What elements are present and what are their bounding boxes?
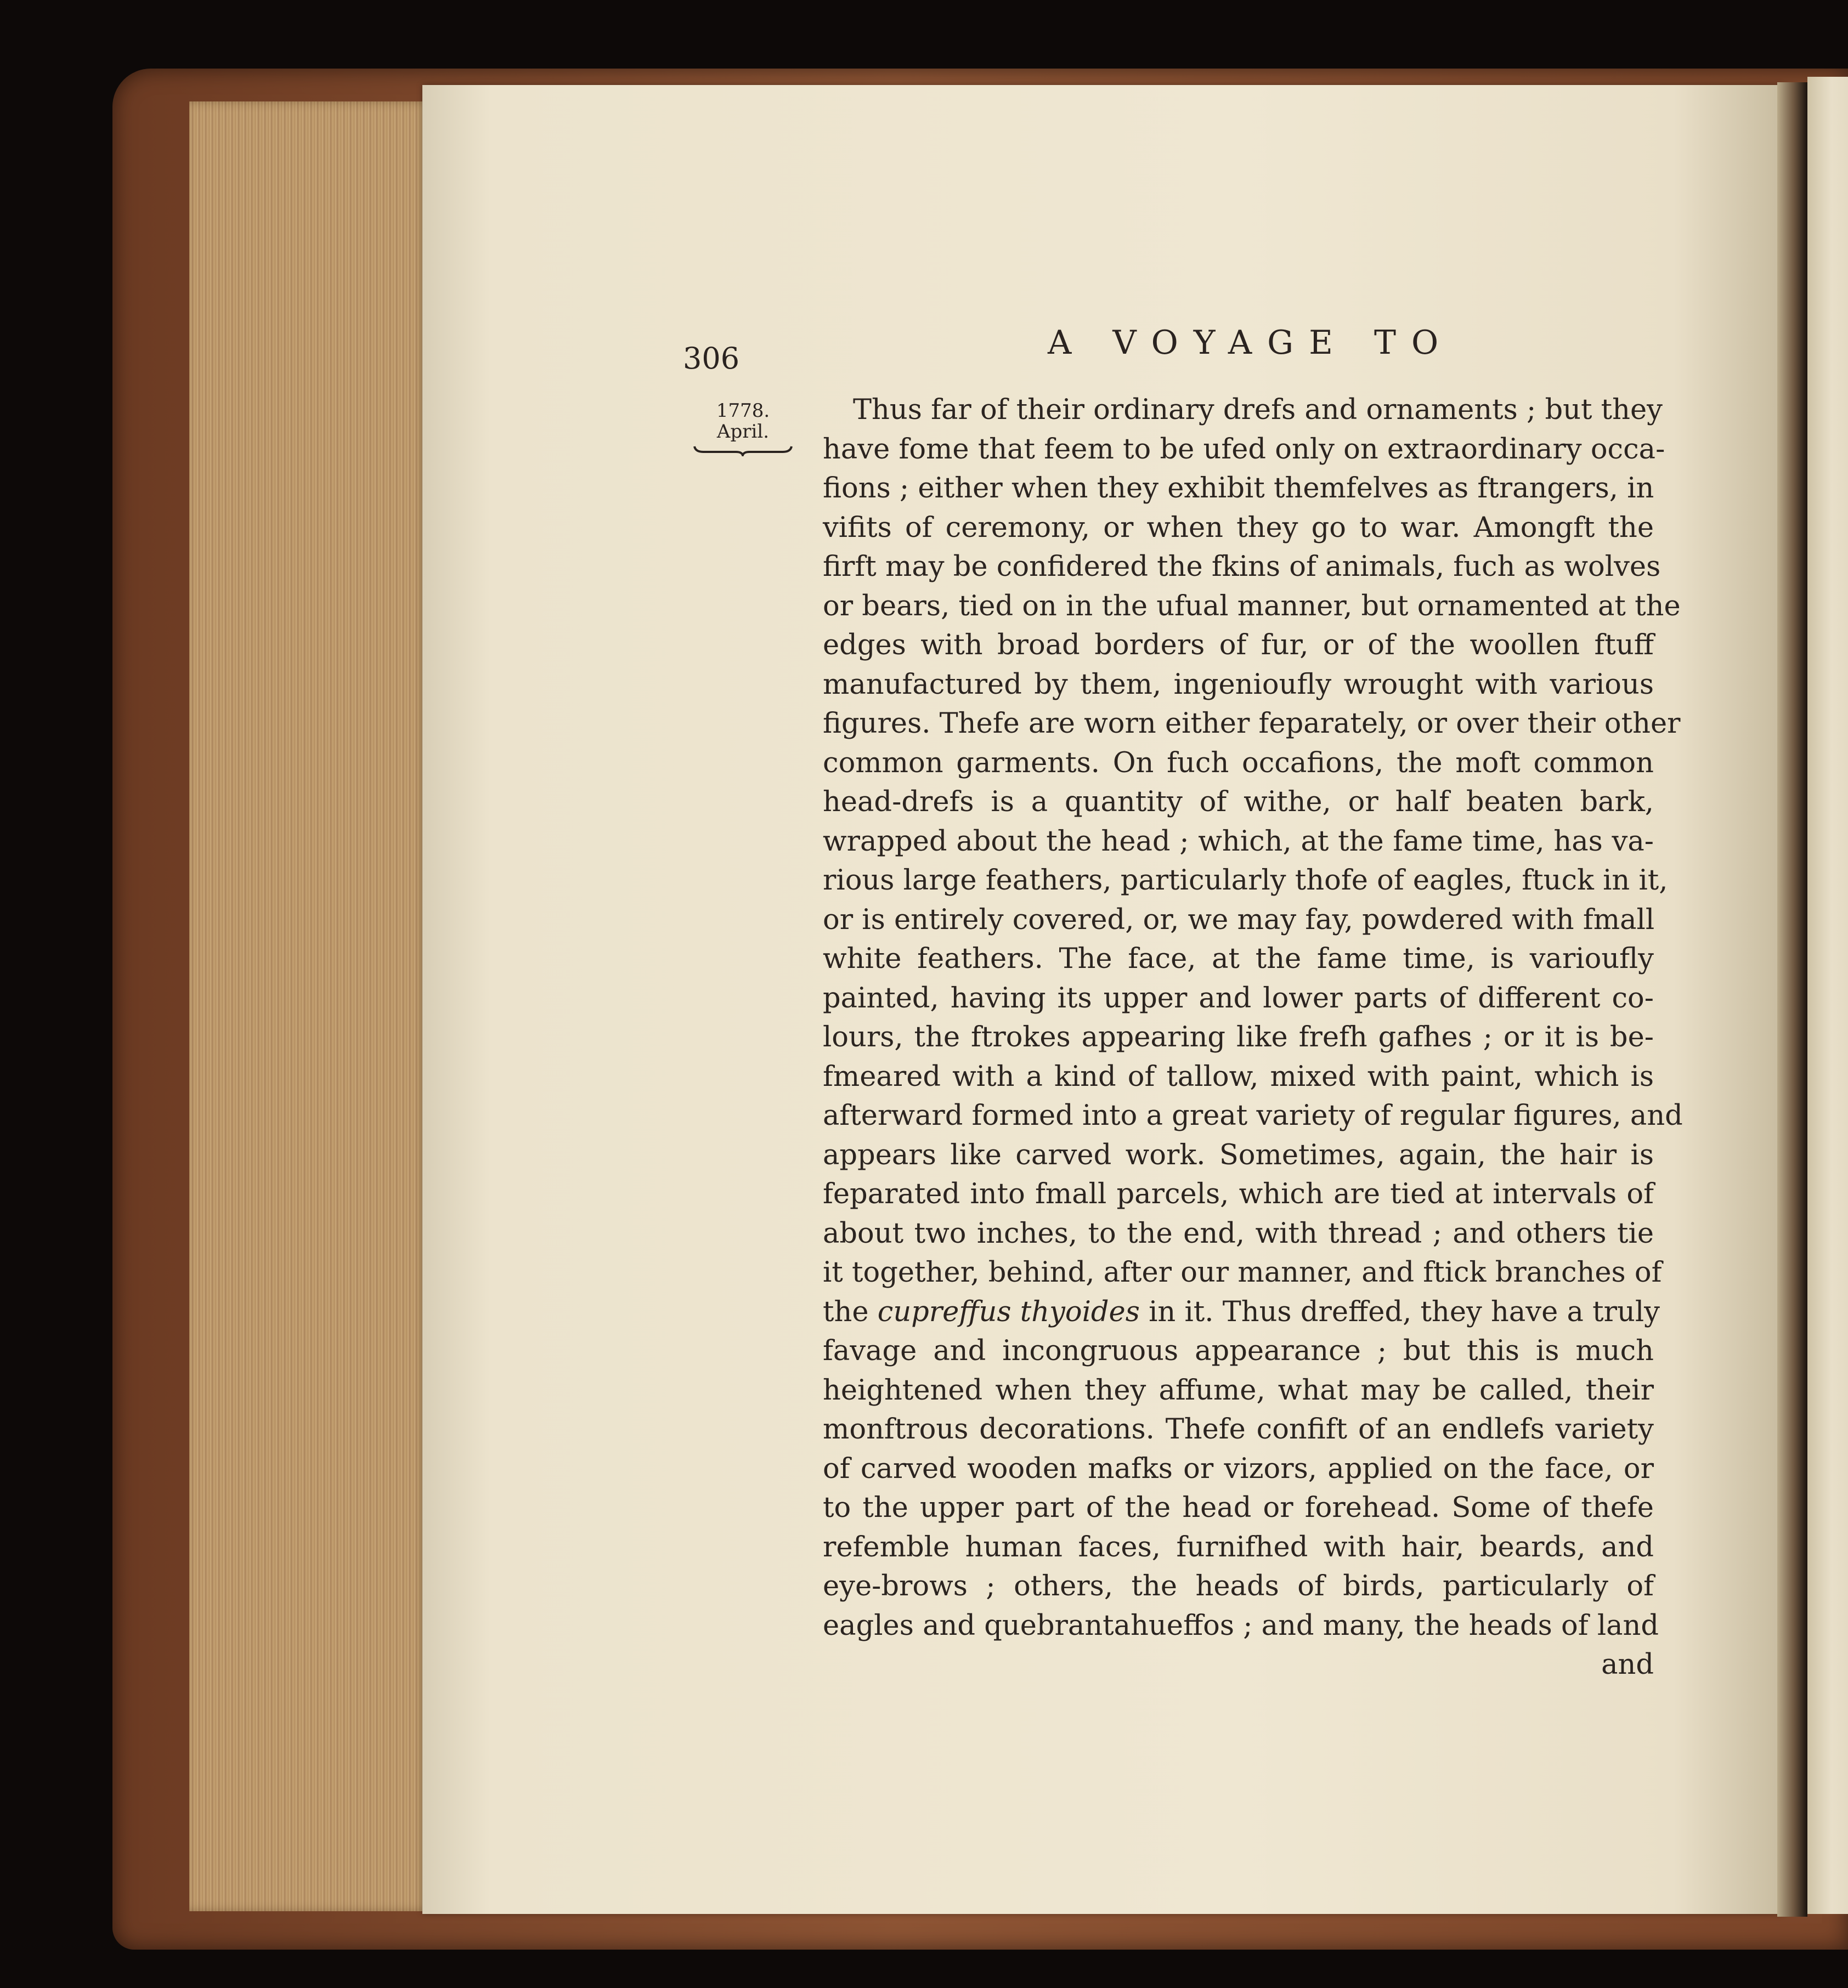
text-line: or bears, tied on in the ufual manner, but ornamented at the — [823, 590, 1681, 622]
text-line: or is entirely covered, or, we may fay, powdered with fmall — [823, 903, 1655, 936]
text-line: feparated into fmall parcels, which are tied at intervals of — [823, 1178, 1654, 1210]
text-line: head-drefs is a quantity of withe, or half beaten bark, — [823, 786, 1654, 818]
text-fragment: the — [823, 1295, 869, 1328]
text-line: lours, the ftrokes appearing like frefh gafhes ; or it is be- — [823, 1021, 1654, 1054]
text-line: white feathers. The face, at the fame time, is varioufly — [823, 943, 1654, 975]
text-line: wrapped about the head ; which, at the fame time, has va- — [823, 825, 1654, 858]
running-head: A VOYAGE TO — [1048, 324, 1454, 362]
text-line: rious large feathers, particularly thofe of eagles, ftuck in it, — [823, 864, 1668, 897]
page-number: 306 — [683, 341, 740, 376]
text-fragment: in it. Thus dreffed, they have a truly — [1149, 1295, 1660, 1328]
text-line: of carved wooden mafks or vizors, applied on the face, or — [823, 1452, 1654, 1485]
text-line: appears like carved work. Sometimes, again, the hair is — [823, 1139, 1654, 1171]
text-line: firft may be confidered the fkins of animals, fuch as wolves — [823, 551, 1661, 583]
text-line: favage and incongruous appearance ; but this is much — [823, 1335, 1654, 1367]
text-line: figures. Thefe are worn either feparately, or over their other — [823, 707, 1681, 740]
text-line: refemble human faces, furnifhed with hair, beards, and — [823, 1531, 1654, 1564]
text-line: eagles and quebrantahueffos ; and many, the heads of land — [823, 1609, 1659, 1642]
italic-term: cupreffus thyoides — [877, 1295, 1140, 1328]
book-gutter — [1777, 82, 1807, 1917]
marginal-note — [692, 400, 794, 456]
marginal-month: April. — [716, 421, 770, 443]
text-line: to the upper part of the head or forehead. Some of thefe — [823, 1492, 1654, 1524]
marginal-year: 1778. — [716, 400, 770, 422]
text-line: fmeared with a kind of tallow, mixed with paint, which is — [823, 1060, 1654, 1093]
text-line: edges with broad borders of fur, or of the woollen ftuff — [823, 629, 1654, 661]
catchword: and — [1601, 1649, 1654, 1681]
text-line: about two inches, to the end, with thread ; and others tie — [823, 1217, 1654, 1250]
brace-icon — [692, 444, 794, 456]
text-line: painted, having its upper and lower parts of different co- — [823, 982, 1654, 1015]
facing-page — [1807, 77, 1848, 1914]
text-line: common garments. On fuch occafions, the moft common — [823, 746, 1654, 779]
text-line: Thus far of their ordinary drefs and ornaments ; but they — [853, 394, 1663, 426]
text-line: monftrous decorations. Thefe confift of an endlefs variety — [823, 1413, 1654, 1446]
text-line: fions ; either when they exhibit themfelves as ftrangers, in — [823, 472, 1654, 505]
text-line: have fome that feem to be ufed only on extraordinary occa- — [823, 433, 1665, 466]
text-line: heightened when they affume, what may be called, their — [823, 1374, 1654, 1407]
page-edges — [189, 101, 431, 1911]
text-line: eye-brows ; others, the heads of birds, particularly of — [823, 1570, 1654, 1602]
text-line: afterward formed into a great variety of regular figures, and — [823, 1100, 1683, 1132]
body-text — [823, 390, 1683, 1685]
text-line-with-italic — [823, 1293, 1660, 1332]
text-line: vifits of ceremony, or when they go to war. Amongft the — [823, 511, 1654, 544]
text-line: it together, behind, after our manner, and ftick branches of — [823, 1256, 1662, 1289]
text-line: manufactured by them, ingenioufly wrought with various — [823, 668, 1654, 701]
